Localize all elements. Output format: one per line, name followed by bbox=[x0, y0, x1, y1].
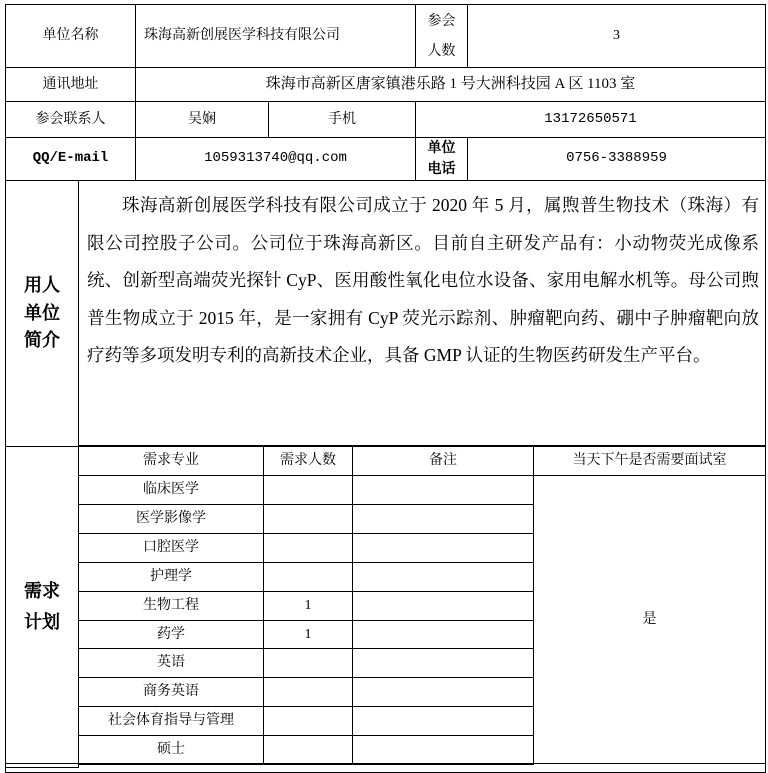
count-cell bbox=[263, 504, 353, 534]
phone-value: 0756-3388959 bbox=[467, 137, 766, 181]
attendees-value: 3 bbox=[467, 4, 766, 68]
header-count: 需求人数 bbox=[263, 446, 353, 476]
note-cell bbox=[352, 504, 534, 534]
major-cell: 英语 bbox=[78, 648, 264, 678]
contact-label: 参会联系人 bbox=[5, 101, 136, 138]
address-label: 通讯地址 bbox=[5, 67, 136, 102]
mobile-label: 手机 bbox=[268, 101, 416, 138]
note-cell bbox=[352, 735, 534, 765]
company-name-label: 单位名称 bbox=[5, 4, 136, 68]
count-cell bbox=[263, 706, 353, 736]
company-name-value: 珠海高新创展医学科技有限公司 bbox=[135, 4, 416, 68]
contact-value: 吴娴 bbox=[135, 101, 269, 138]
note-cell bbox=[352, 533, 534, 563]
major-cell: 生物工程 bbox=[78, 591, 264, 621]
note-cell bbox=[352, 591, 534, 621]
attendees-label: 参会人数 bbox=[415, 4, 468, 68]
major-cell: 商务英语 bbox=[78, 677, 264, 707]
major-cell: 临床医学 bbox=[78, 475, 264, 505]
address-value: 珠海市高新区唐家镇港乐路 1 号大洲科技园 A 区 1103 室 bbox=[135, 67, 766, 102]
count-cell: 1 bbox=[263, 620, 353, 649]
note-cell bbox=[352, 677, 534, 707]
count-cell bbox=[263, 677, 353, 707]
note-cell bbox=[352, 648, 534, 678]
count-cell bbox=[263, 735, 353, 765]
count-cell bbox=[263, 648, 353, 678]
major-cell: 硕士 bbox=[78, 735, 264, 765]
major-cell: 口腔医学 bbox=[78, 533, 264, 563]
count-cell bbox=[263, 533, 353, 563]
header-interview-room: 当天下午是否需要面试室 bbox=[533, 446, 766, 476]
mobile-value: 13172650571 bbox=[415, 101, 766, 138]
email-value: 1059313740@qq.com bbox=[135, 137, 416, 181]
major-cell: 药学 bbox=[78, 620, 264, 649]
note-cell bbox=[352, 475, 534, 505]
major-cell: 社会体育指导与管理 bbox=[78, 706, 264, 736]
header-note: 备注 bbox=[352, 446, 534, 476]
count-cell: 1 bbox=[263, 591, 353, 621]
phone-label: 单位电话 bbox=[415, 137, 468, 181]
major-cell: 医学影像学 bbox=[78, 504, 264, 534]
note-cell bbox=[352, 562, 534, 592]
major-cell: 护理学 bbox=[78, 562, 264, 592]
header-major: 需求专业 bbox=[78, 446, 264, 476]
count-cell bbox=[263, 562, 353, 592]
interview-room-value: 是 bbox=[533, 475, 766, 764]
note-cell bbox=[352, 706, 534, 736]
intro-label: 用人单位简介 bbox=[5, 180, 79, 447]
note-cell bbox=[352, 620, 534, 649]
plan-label: 需求计划 bbox=[5, 446, 79, 768]
email-label: QQ/E-mail bbox=[5, 137, 136, 181]
intro-text: 珠海高新创展医学科技有限公司成立于 2020 年 5 月，属煦普生物技术（珠海）有限公司控股子公司。公司位于珠海高新区。目前自主研发产品有：小动物荧光成像系统、创新型高端荧光探针 CyP、医用酸性氧化电位水设备、家用电解水机等。母公司煦普生物成立于 2015 年，是一家拥有 CyP 荧光示踪剂、肿瘤靶向药、硼中子肿瘤靶向放疗药等多项发明专利的高新技术企业，具备 GMP 认证的生物医药研发生产平台。 bbox=[78, 180, 766, 446]
next-row-edge bbox=[5, 763, 766, 773]
count-cell bbox=[263, 475, 353, 505]
